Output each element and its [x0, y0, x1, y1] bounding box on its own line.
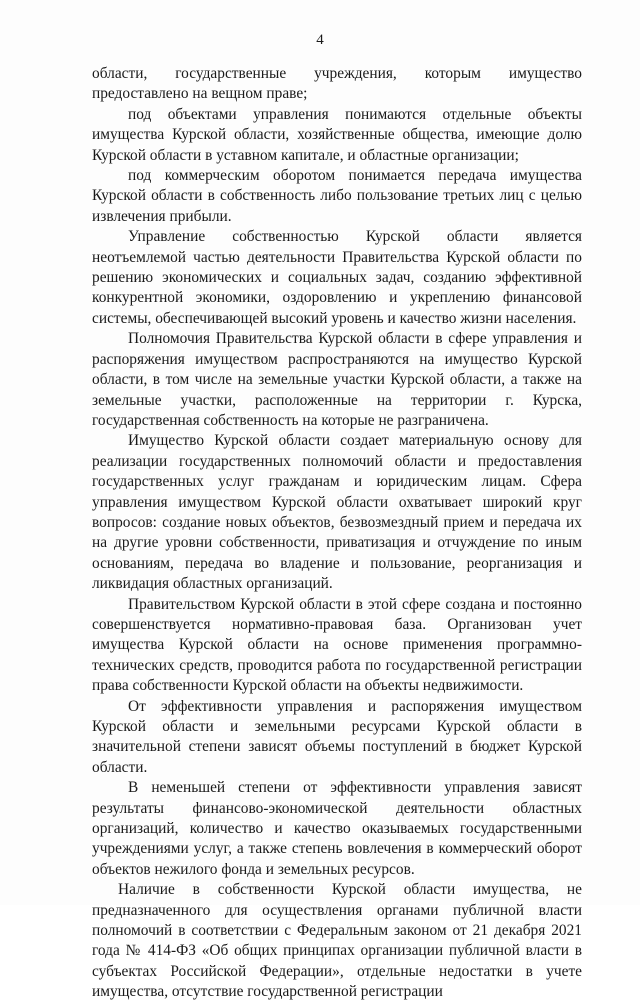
paragraph: Управление собственностью Курской области является неотъемлемой частью деятельности Правительства Курской области по решению экономических и социальных задач, созданию эффективной конкурентной экономики, оздоровлению и укреплению финансовой системы, обеспечивающей высокий уровень и качество жизни населения. — [92, 228, 582, 327]
paragraph: области, государственные учреждения, которым имущество предоставлено на вещном праве; — [92, 65, 582, 103]
paragraph: под объектами управления понимаются отдельные объекты имущества Курской области, хозяйственные общества, имеющие долю Курской области в уставном капитале, и областные организации; — [92, 105, 582, 164]
document-body — [92, 64, 582, 1003]
paragraph: Наличие в собственности Курской области имущества, не предназначенного для осуществления органами публичной власти полномочий в соответствии с Федеральным законом от 21 декабря 2021 года № 414-ФЗ «Об общих принципах организации публичной власти в субъектах Российской Федерации», отдельные недостатки в учете имущества, отсутствие государственной регистрации — [92, 881, 582, 1001]
paragraph: Имущество Курской области создает материальную основу для реализации государственных полномочий области и предоставления государственных услуг гражданам и юридическим лицам. Сфера управления имуществом Курской области охватывает широкий круг вопросов: создание новых объектов, безвозмездный прием и передача их на другие уровни собственности, приватизация и отчуждение по иным основаниям, передача во владение и пользование, реорганизация и ликвидация областных организаций. — [92, 432, 582, 593]
paragraph: под коммерческим оборотом понимается передача имущества Курской области в собственность либо пользование третьих лиц с целью извлечения прибыли. — [92, 167, 582, 225]
page-number: 4 — [316, 32, 324, 48]
paragraph: Полномочия Правительства Курской области в сфере управления и распоряжения имуществом распространяются на имущество Курской области, в том числе на земельные участки Курской области, а также на земельные участки, расположенные на территории г. Курска, государственная собственность на которые не разграничена. — [92, 330, 582, 429]
paragraph: От эффективности управления и распоряжения имуществом Курской области и земельными ресурсами Курской области в значительной степени зависят объемы поступлений в бюджет Курской области. — [92, 697, 582, 776]
paragraph: В неменьшей степени от эффективности управления зависят результаты финансово-экономической деятельности областных организаций, количество и качество оказываемых государственными учреждениями услуг, а также степень вовлечения в коммерческий оборот объектов нежилого фонда и земельных ресурсов. — [92, 779, 582, 878]
paragraph: Правительством Курской области в этой сфере создана и постоянно совершенствуется нормативно-правовая база. Организован учет имущества Курской области на основе применения программно-технических средств, проводится работа по государственной регистрации права собственности Курской области на объекты недвижимости. — [92, 595, 582, 695]
